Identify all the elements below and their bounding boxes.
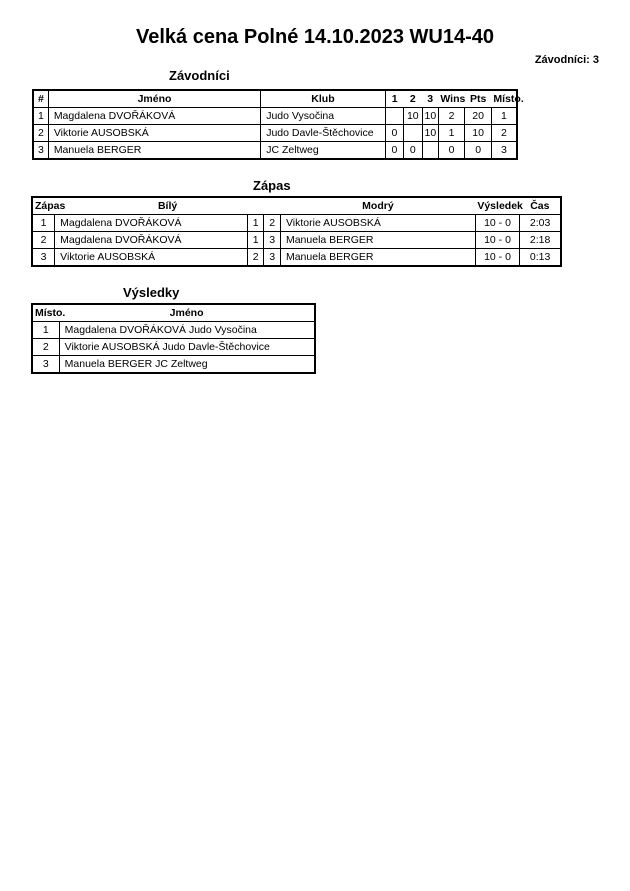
col-bout-3: 3 xyxy=(427,93,434,105)
cell: Magdalena DVOŘÁKOVÁ xyxy=(55,215,248,232)
matches-header-row xyxy=(32,197,561,215)
results-header-row xyxy=(32,304,315,322)
col-place: Místo. xyxy=(35,307,66,319)
table-row xyxy=(33,108,517,125)
cell: 20 xyxy=(465,108,492,125)
col-match: Zápas xyxy=(35,200,66,212)
cell: 10 xyxy=(404,108,422,125)
cell: 10 xyxy=(422,108,438,125)
col-bout-2: 2 xyxy=(409,93,416,105)
col-wins: Wins xyxy=(440,93,466,105)
cell: 3 xyxy=(32,249,55,267)
cell xyxy=(385,108,403,125)
cell: 2 xyxy=(264,215,281,232)
table-row xyxy=(32,339,315,356)
cell: 2 xyxy=(32,339,59,356)
cell: 3 xyxy=(32,356,59,374)
page-title: Velká cena Polné 14.10.2023 WU14-40 xyxy=(136,26,494,48)
table-row xyxy=(32,215,561,232)
cell: Judo Vysočina xyxy=(261,108,386,125)
results-table xyxy=(31,303,316,374)
cell: 2 xyxy=(32,232,55,249)
competitors-count: Závodníci: 3 xyxy=(534,54,599,66)
cell: 3 xyxy=(491,142,517,160)
cell: 0 xyxy=(385,125,403,142)
cell: 2 xyxy=(438,108,465,125)
cell: 1 xyxy=(247,232,263,249)
cell: Manuela BERGER JC Zeltweg xyxy=(59,356,315,374)
cell: 1 xyxy=(32,322,59,339)
col-blue: Modrý xyxy=(362,200,394,212)
col-name: Jméno xyxy=(48,90,260,108)
cell: JC Zeltweg xyxy=(261,142,386,160)
cell: 0 xyxy=(465,142,492,160)
cell: 1 xyxy=(491,108,517,125)
cell: 10 - 0 xyxy=(475,232,519,249)
matches-heading: Zápas xyxy=(253,178,291,193)
table-row xyxy=(33,125,517,142)
cell: 1 xyxy=(33,108,48,125)
table-row xyxy=(32,232,561,249)
results-heading: Výsledky xyxy=(123,285,180,300)
cell: 0:13 xyxy=(520,249,561,267)
cell: 0 xyxy=(385,142,403,160)
cell: 2:03 xyxy=(520,215,561,232)
cell: Viktorie AUSOBSKÁ xyxy=(55,249,248,267)
table-row xyxy=(32,322,315,339)
cell: Manuela BERGER xyxy=(280,249,475,267)
matches-table xyxy=(31,196,562,267)
cell xyxy=(422,142,438,160)
cell: Judo Davle-Štěchovice xyxy=(261,125,386,142)
table-row xyxy=(32,356,315,374)
col-pts: Pts xyxy=(469,93,487,105)
competitors-table xyxy=(32,89,524,160)
cell: Viktorie AUSOBSKÁ xyxy=(280,215,475,232)
cell: 10 - 0 xyxy=(475,215,519,232)
competitors-header-row xyxy=(33,90,517,108)
col-name: Jméno xyxy=(169,307,204,319)
col-place: Místo. xyxy=(493,93,524,105)
cell: 3 xyxy=(264,249,281,267)
cell: 1 xyxy=(247,215,263,232)
table-row xyxy=(33,142,517,160)
cell: 3 xyxy=(264,232,281,249)
cell: 2 xyxy=(491,125,517,142)
cell: 0 xyxy=(404,142,422,160)
cell: 3 xyxy=(33,142,48,160)
cell: Magdalena DVOŘÁKOVÁ xyxy=(48,108,260,125)
table-row xyxy=(32,249,561,267)
col-club: Klub xyxy=(261,90,386,108)
cell: Magdalena DVOŘÁKOVÁ Judo Vysočina xyxy=(59,322,315,339)
cell: Viktorie AUSOBSKÁ Judo Davle-Štěchovice xyxy=(59,339,315,356)
cell: 2 xyxy=(247,249,263,267)
cell: 1 xyxy=(32,215,55,232)
col-result: Výsledek xyxy=(477,200,523,212)
col-number: # xyxy=(33,90,48,108)
cell: 2:18 xyxy=(520,232,561,249)
cell xyxy=(404,125,422,142)
col-time: Čas xyxy=(530,200,550,212)
cell: Viktorie AUSOBSKÁ xyxy=(48,125,260,142)
cell: 1 xyxy=(438,125,465,142)
cell: 0 xyxy=(438,142,465,160)
cell: Manuela BERGER xyxy=(48,142,260,160)
cell: 10 xyxy=(465,125,492,142)
cell: 10 - 0 xyxy=(475,249,519,267)
cell: 2 xyxy=(33,125,48,142)
cell: Manuela BERGER xyxy=(280,232,475,249)
col-white: Bílý xyxy=(157,200,178,212)
cell: Magdalena DVOŘÁKOVÁ xyxy=(55,232,248,249)
competitors-heading: Závodníci xyxy=(169,68,230,83)
cell: 10 xyxy=(422,125,438,142)
col-bout-1: 1 xyxy=(391,93,398,105)
